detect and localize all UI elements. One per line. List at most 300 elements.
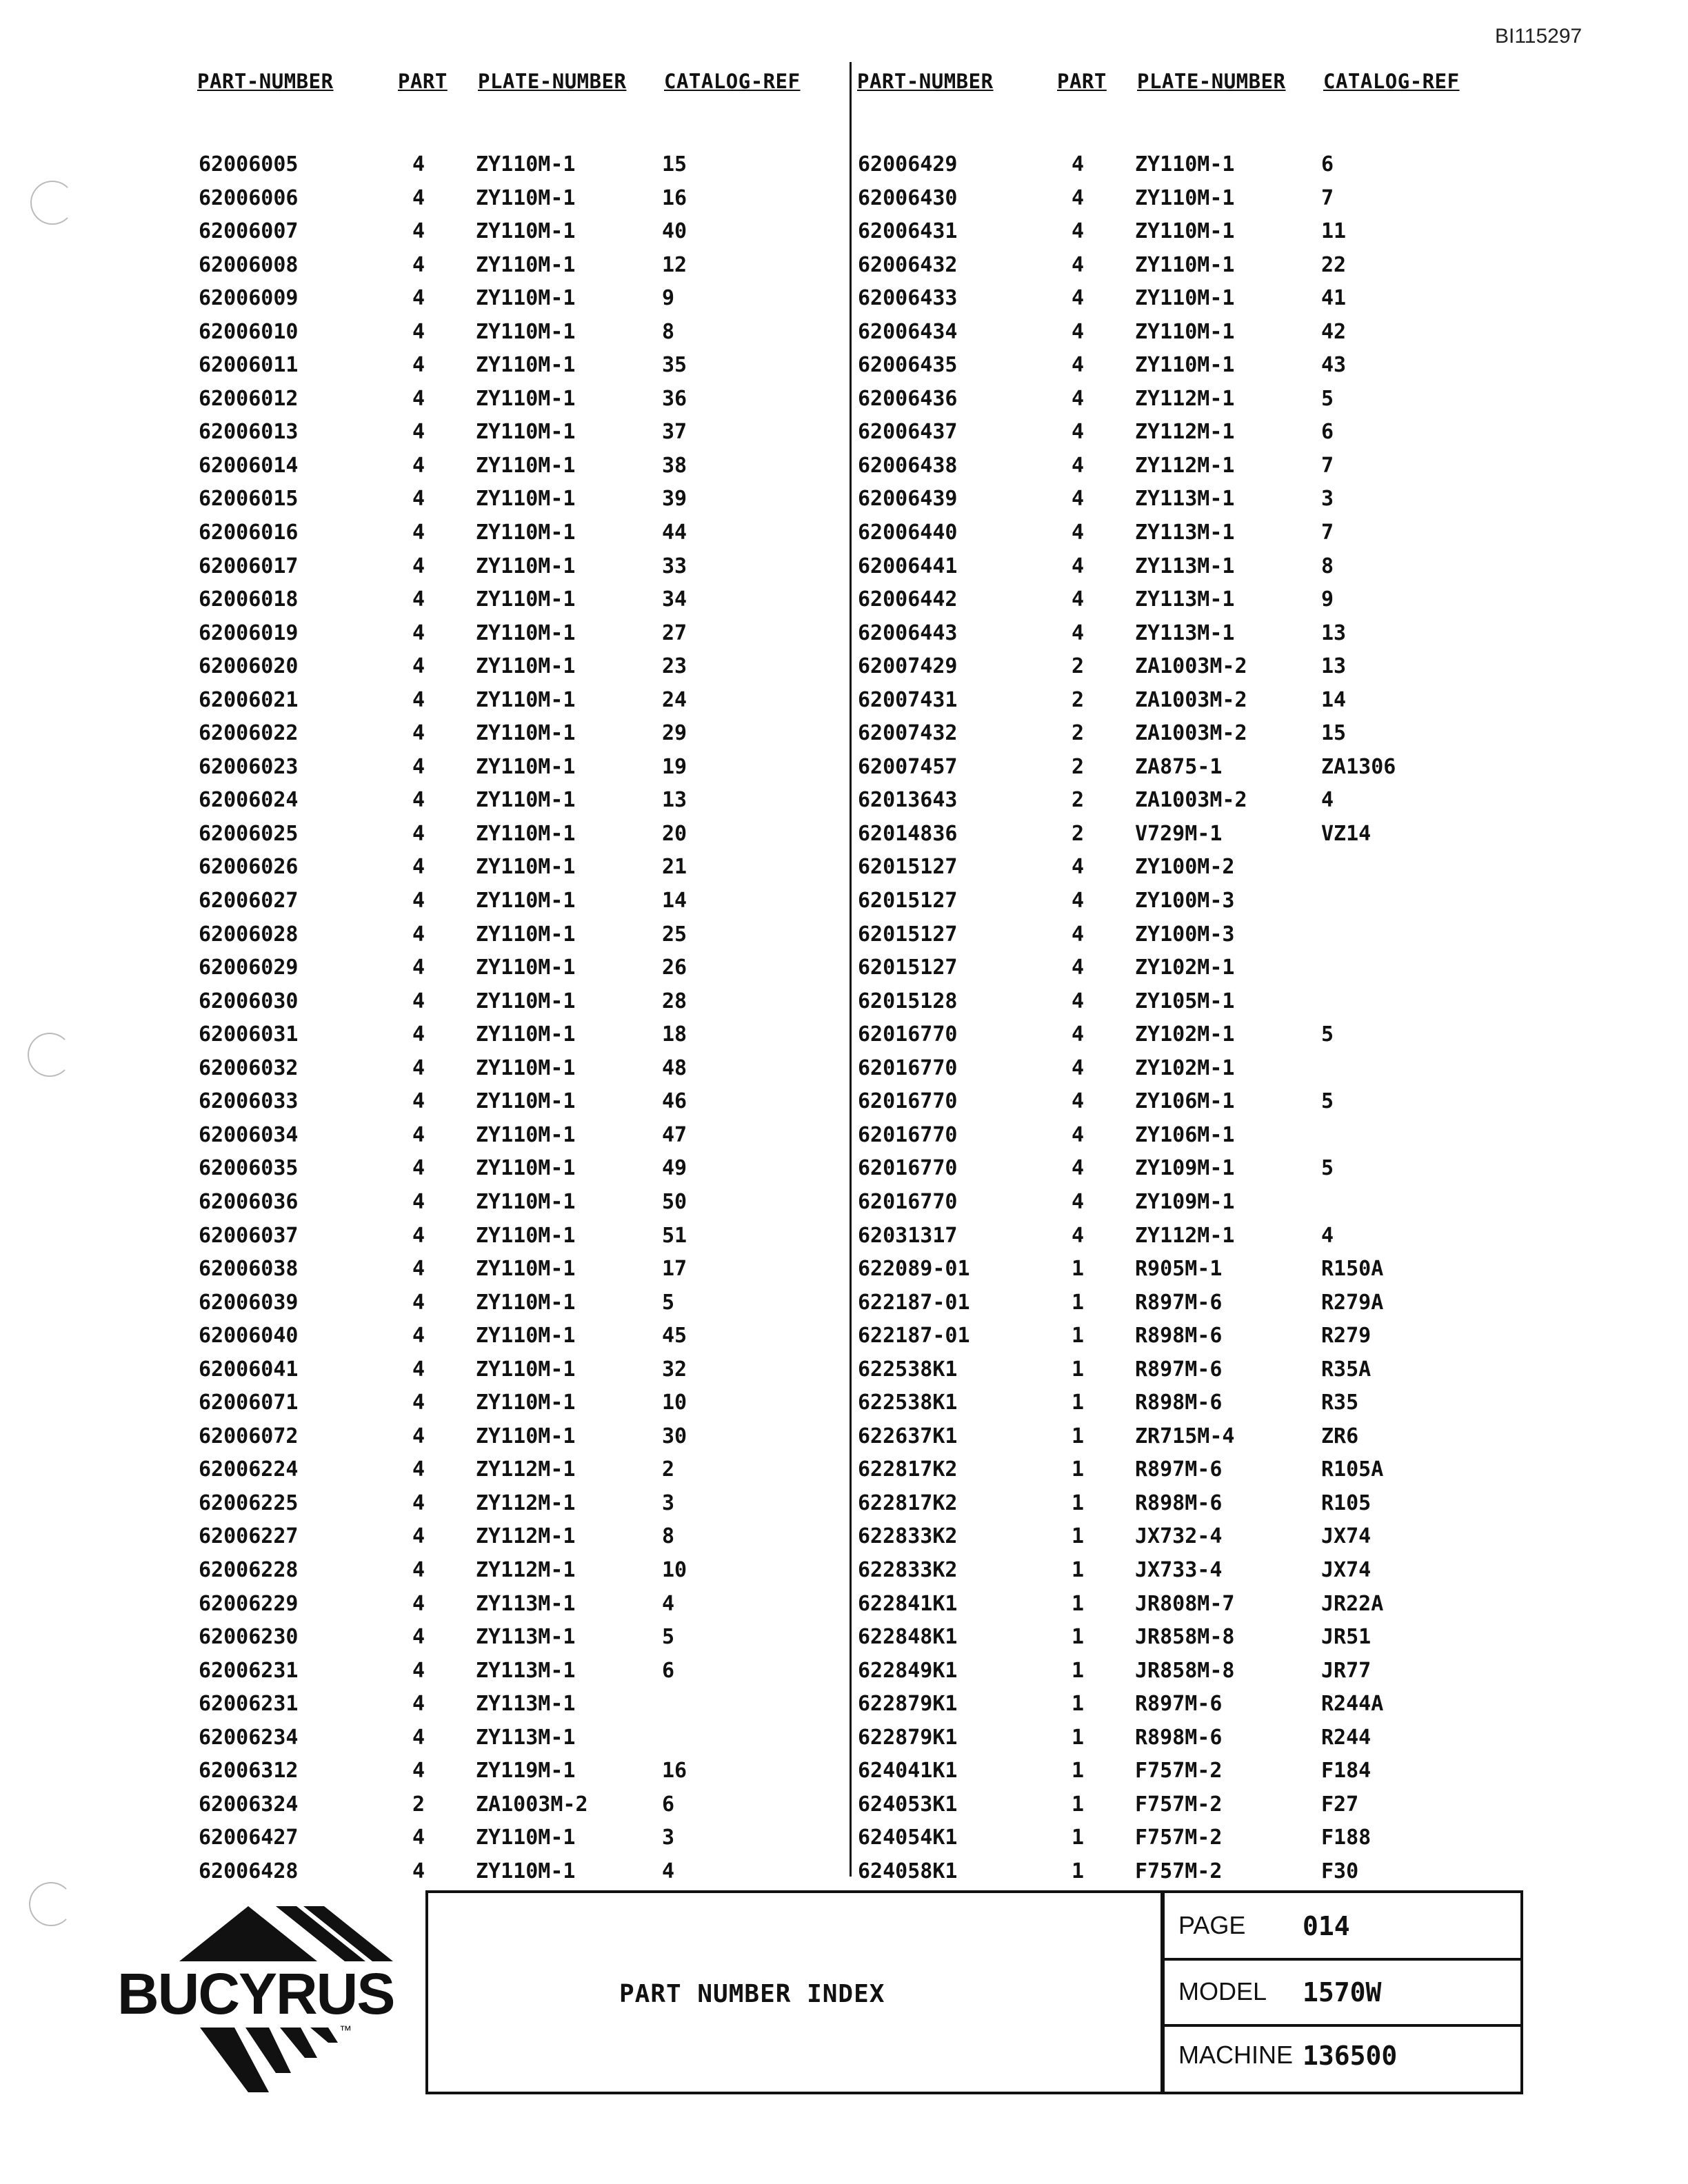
plate-number-cell: ZY110M-1 [476,922,576,947]
plate-number-cell: ZY112M-1 [1135,453,1235,478]
catalog-ref-cell: 7 [1321,520,1334,545]
part-cell: 4 [412,922,425,947]
part-number-cell: 62006026 [199,855,299,880]
plate-number-cell: JX732-4 [1135,1524,1223,1549]
catalog-ref-cell: 42 [1321,319,1347,344]
part-number-cell: 622089-01 [858,1257,970,1282]
catalog-ref-cell: JR77 [1321,1658,1372,1683]
part-cell: 4 [1072,989,1085,1013]
catalog-ref-cell: 25 [662,922,687,947]
catalog-ref-cell: F184 [1321,1759,1372,1783]
part-number-cell: 62006438 [858,453,958,478]
scan-mark [30,181,74,225]
page-row [1165,1893,1520,1959]
plate-number-cell: ZY109M-1 [1135,1156,1235,1181]
part-cell: 4 [412,1357,425,1382]
part-cell: 4 [1072,620,1085,645]
catalog-ref-cell: 4 [1321,1223,1334,1248]
part-cell: 1 [1072,1524,1085,1549]
catalog-ref-cell: R35A [1321,1357,1372,1382]
header-part-number: PART-NUMBER [197,70,334,93]
part-number-cell: 62006030 [199,989,299,1013]
part-number-cell: 62007432 [858,721,958,746]
plate-number-cell: R898M-6 [1135,1725,1223,1750]
plate-number-cell: ZY110M-1 [476,1424,576,1448]
plate-number-cell: ZY110M-1 [1135,353,1235,378]
plate-number-cell: ZY100M-3 [1135,922,1235,947]
plate-number-cell: F757M-2 [1135,1826,1223,1850]
part-cell: 4 [412,1022,425,1047]
plate-number-cell: R898M-6 [1135,1490,1223,1515]
plate-number-cell: JR858M-8 [1135,1658,1235,1683]
machine-value: 136500 [1303,2041,1398,2071]
part-cell: 1 [1072,1692,1085,1717]
part-cell: 1 [1072,1826,1085,1850]
part-cell: 4 [412,1658,425,1683]
part-number-cell: 62013643 [858,788,958,813]
model-label: MODEL [1178,1977,1267,2005]
catalog-ref-cell: 40 [662,219,687,244]
part-number-cell: 62006231 [199,1692,299,1717]
part-number-cell: 62006017 [199,554,299,578]
plate-number-cell: ZY110M-1 [476,788,576,813]
part-cell: 4 [412,1122,425,1147]
part-cell: 4 [412,1189,425,1214]
plate-number-cell: ZY102M-1 [1135,956,1235,980]
part-cell: 4 [412,1089,425,1114]
part-cell: 4 [412,487,425,512]
part-number-cell: 622637K1 [858,1424,958,1448]
part-number-cell: 62006430 [858,185,958,210]
part-number-cell: 62006230 [199,1625,299,1650]
plate-number-cell: ZY119M-1 [476,1759,576,1783]
plate-number-cell: ZY112M-1 [1135,420,1235,445]
plate-number-cell: ZY110M-1 [1135,152,1235,176]
plate-number-cell: JX733-4 [1135,1557,1223,1582]
plate-number-cell: ZY113M-1 [476,1591,576,1616]
plate-number-cell: ZY110M-1 [476,554,576,578]
part-number-cell: 62006229 [199,1591,299,1616]
part-number-cell: 62006005 [199,152,299,176]
catalog-ref-cell: 10 [662,1557,687,1582]
catalog-ref-cell: F188 [1321,1826,1372,1850]
part-number-cell: 62015127 [858,956,958,980]
part-number-cell: 62006324 [199,1792,299,1817]
part-number-cell: 62006015 [199,487,299,512]
plate-number-cell: ZY112M-1 [476,1457,576,1482]
catalog-ref-cell: 13 [1321,620,1347,645]
part-cell: 4 [412,286,425,311]
plate-number-cell: F757M-2 [1135,1859,1223,1883]
catalog-ref-cell: 6 [662,1658,675,1683]
plate-number-cell: ZY110M-1 [1135,219,1235,244]
plate-number-cell: ZA1003M-2 [1135,721,1247,746]
catalog-ref-cell: 18 [662,1022,687,1047]
part-cell: 1 [1072,1725,1085,1750]
plate-number-cell: ZY110M-1 [476,453,576,478]
plate-number-cell: ZY112M-1 [1135,1223,1235,1248]
part-number-cell: 62006427 [199,1826,299,1850]
plate-number-cell: ZY110M-1 [476,219,576,244]
part-number-cell: 62006440 [858,520,958,545]
part-number-cell: 62016770 [858,1055,958,1080]
part-cell: 4 [412,152,425,176]
part-cell: 4 [1072,855,1085,880]
part-cell: 4 [412,353,425,378]
part-number-cell: 62007457 [858,754,958,779]
catalog-ref-cell: 4 [662,1859,675,1883]
plate-number-cell: ZY110M-1 [476,620,576,645]
plate-number-cell: ZY110M-1 [476,353,576,378]
catalog-ref-cell: 5 [1321,1156,1334,1181]
plate-number-cell: ZA875-1 [1135,754,1223,779]
part-number-cell: 622879K1 [858,1725,958,1750]
catalog-ref-cell: 32 [662,1357,687,1382]
catalog-ref-cell: 7 [1321,185,1334,210]
part-number-cell: 62006023 [199,754,299,779]
plate-number-cell: ZY113M-1 [1135,587,1235,612]
part-cell: 4 [412,1490,425,1515]
plate-number-cell: ZY109M-1 [1135,1189,1235,1214]
part-number-cell: 62006013 [199,420,299,445]
plate-number-cell: ZA1003M-2 [476,1792,588,1817]
plate-number-cell: ZY110M-1 [476,286,576,311]
part-number-cell: 62006027 [199,889,299,913]
plate-number-cell: ZY110M-1 [476,1391,576,1415]
plate-number-cell: ZY110M-1 [476,520,576,545]
header-part-number: PART-NUMBER [857,70,994,93]
part-number-cell: 62006443 [858,620,958,645]
part-number-cell: 62006442 [858,587,958,612]
part-number-cell: 622817K2 [858,1490,958,1515]
part-number-cell: 62006432 [858,252,958,277]
part-number-cell: 62014836 [858,821,958,846]
catalog-ref-cell: 3 [662,1490,675,1515]
plate-number-cell: ZY110M-1 [476,1089,576,1114]
catalog-ref-cell: 8 [662,319,675,344]
part-cell: 4 [412,554,425,578]
catalog-ref-cell: 9 [662,286,675,311]
plate-number-cell: F757M-2 [1135,1759,1223,1783]
catalog-ref-cell: 10 [662,1391,687,1415]
part-number-cell: 622833K2 [858,1557,958,1582]
catalog-ref-cell: 23 [662,654,687,679]
part-number-cell: 62006228 [199,1557,299,1582]
part-number-cell: 62006435 [858,353,958,378]
catalog-ref-cell: 45 [662,1324,687,1348]
header-part: PART [1057,70,1107,93]
part-number-cell: 62006428 [199,1859,299,1883]
plate-number-cell: R897M-6 [1135,1692,1223,1717]
part-number-cell: 62006031 [199,1022,299,1047]
part-number-cell: 62007431 [858,687,958,712]
catalog-ref-cell: 15 [1321,721,1347,746]
plate-number-cell: R897M-6 [1135,1457,1223,1482]
part-cell: 4 [1072,487,1085,512]
page-label: PAGE [1178,1911,1246,1939]
plate-number-cell: V729M-1 [1135,821,1223,846]
catalog-ref-cell: 41 [1321,286,1347,311]
plate-number-cell: ZY110M-1 [476,152,576,176]
plate-number-cell: R905M-1 [1135,1257,1223,1282]
catalog-ref-cell: VZ14 [1321,821,1372,846]
plate-number-cell: ZY110M-1 [476,821,576,846]
plate-number-cell: ZA1003M-2 [1135,788,1247,813]
part-cell: 4 [412,319,425,344]
catalog-ref-cell: JR51 [1321,1625,1372,1650]
info-block [1162,1890,1523,2094]
part-number-cell: 62006037 [199,1223,299,1248]
plate-number-cell: ZY113M-1 [476,1625,576,1650]
part-number-cell: 62006225 [199,1490,299,1515]
plate-number-cell: ZY113M-1 [476,1725,576,1750]
part-cell: 4 [1072,386,1085,411]
part-cell: 4 [1072,453,1085,478]
part-cell: 4 [1072,956,1085,980]
part-cell: 4 [1072,1189,1085,1214]
part-number-cell: 62015127 [858,855,958,880]
part-number-cell: 62006312 [199,1759,299,1783]
catalog-ref-cell: 43 [1321,353,1347,378]
plate-number-cell: ZY110M-1 [476,252,576,277]
catalog-ref-cell: 28 [662,989,687,1013]
part-cell: 4 [412,252,425,277]
part-cell: 4 [412,1759,425,1783]
plate-number-cell: ZY112M-1 [476,1557,576,1582]
part-number-cell: 622879K1 [858,1692,958,1717]
catalog-ref-cell: 7 [1321,453,1334,478]
catalog-ref-cell: 6 [662,1792,675,1817]
catalog-ref-cell: 21 [662,855,687,880]
header-part: PART [398,70,448,93]
part-number-cell: 622841K1 [858,1591,958,1616]
catalog-ref-cell: 33 [662,554,687,578]
plate-number-cell: ZY110M-1 [476,754,576,779]
part-number-cell: 62006029 [199,956,299,980]
part-cell: 4 [412,1625,425,1650]
plate-number-cell: ZY110M-1 [476,1324,576,1348]
catalog-ref-cell: 6 [1321,152,1334,176]
catalog-ref-cell: 8 [1321,554,1334,578]
plate-number-cell: ZY110M-1 [476,855,576,880]
plate-number-cell: ZY105M-1 [1135,989,1235,1013]
plate-number-cell: ZY110M-1 [476,1223,576,1248]
part-cell: 2 [412,1792,425,1817]
catalog-ref-cell: 5 [1321,1089,1334,1114]
part-cell: 1 [1072,1557,1085,1582]
part-cell: 1 [1072,1658,1085,1683]
part-number-cell: 62006431 [858,219,958,244]
plate-number-cell: ZY110M-1 [476,889,576,913]
plate-number-cell: ZY110M-1 [1135,252,1235,277]
part-cell: 1 [1072,1625,1085,1650]
plate-number-cell: F757M-2 [1135,1792,1223,1817]
part-cell: 4 [412,1055,425,1080]
part-cell: 1 [1072,1859,1085,1883]
part-cell: 4 [412,1692,425,1717]
plate-number-cell: ZY110M-1 [476,1156,576,1181]
catalog-ref-cell: 34 [662,587,687,612]
part-number-cell: 622817K2 [858,1457,958,1482]
part-number-cell: 62006436 [858,386,958,411]
part-number-cell: 622848K1 [858,1625,958,1650]
part-cell: 4 [412,1223,425,1248]
catalog-ref-cell: 30 [662,1424,687,1448]
part-number-cell: 62016770 [858,1022,958,1047]
catalog-ref-cell: 5 [1321,1022,1334,1047]
catalog-ref-cell: 38 [662,453,687,478]
part-number-cell: 62006006 [199,185,299,210]
part-number-cell: 62006020 [199,654,299,679]
part-cell: 4 [412,1257,425,1282]
plate-number-cell: ZY110M-1 [476,1257,576,1282]
part-number-cell: 62006018 [199,587,299,612]
plate-number-cell: ZY100M-3 [1135,889,1235,913]
part-cell: 4 [412,1859,425,1883]
part-number-cell: 62006040 [199,1324,299,1348]
part-cell: 4 [1072,1223,1085,1248]
part-cell: 4 [412,219,425,244]
plate-number-cell: ZY110M-1 [476,654,576,679]
part-cell: 4 [412,1324,425,1348]
catalog-ref-cell: R150A [1321,1257,1384,1282]
part-cell: 4 [1072,420,1085,445]
part-cell: 1 [1072,1490,1085,1515]
part-number-cell: 62006039 [199,1290,299,1315]
part-number-cell: 62006034 [199,1122,299,1147]
header-plate-number: PLATE-NUMBER [1137,70,1286,93]
trademark-symbol: ™ [339,2023,352,2037]
catalog-ref-cell: 48 [662,1055,687,1080]
catalog-ref-cell: R244 [1321,1725,1372,1750]
part-cell: 4 [412,889,425,913]
part-cell: 4 [412,1424,425,1448]
plate-number-cell: ZY110M-1 [476,1859,576,1883]
plate-number-cell: JR858M-8 [1135,1625,1235,1650]
part-cell: 4 [412,754,425,779]
part-number-cell: 62006007 [199,219,299,244]
part-number-cell: 62006008 [199,252,299,277]
catalog-ref-cell: 4 [662,1591,675,1616]
catalog-ref-cell: 5 [1321,386,1334,411]
catalog-ref-cell: R105 [1321,1490,1372,1515]
part-number-cell: 62006441 [858,554,958,578]
plate-number-cell: ZY113M-1 [1135,620,1235,645]
part-number-cell: 62006022 [199,721,299,746]
part-number-cell: 62006429 [858,152,958,176]
part-cell: 1 [1072,1591,1085,1616]
catalog-ref-cell: 37 [662,420,687,445]
plate-number-cell: ZY110M-1 [1135,286,1235,311]
catalog-ref-cell: 49 [662,1156,687,1181]
part-number-cell: 62015128 [858,989,958,1013]
part-cell: 4 [412,420,425,445]
part-number-cell: 62006224 [199,1457,299,1482]
plate-number-cell: ZY102M-1 [1135,1022,1235,1047]
part-cell: 1 [1072,1257,1085,1282]
part-number-cell: 62006024 [199,788,299,813]
plate-number-cell: ZY110M-1 [476,1055,576,1080]
catalog-ref-cell: 12 [662,252,687,277]
plate-number-cell: ZY112M-1 [476,1490,576,1515]
part-cell: 4 [412,1524,425,1549]
part-number-cell: 62006025 [199,821,299,846]
part-number-cell: 62006072 [199,1424,299,1448]
plate-number-cell: ZY113M-1 [476,1692,576,1717]
catalog-ref-cell: 22 [1321,252,1347,277]
plate-number-cell: R898M-6 [1135,1324,1223,1348]
part-number-cell: 62006437 [858,420,958,445]
part-cell: 4 [412,1391,425,1415]
part-number-cell: 622538K1 [858,1391,958,1415]
part-number-cell: 624054K1 [858,1826,958,1850]
part-cell: 4 [412,1557,425,1582]
catalog-ref-cell: 15 [662,152,687,176]
plate-number-cell: ZY113M-1 [1135,520,1235,545]
part-number-cell: 62031317 [858,1223,958,1248]
part-number-cell: 62006439 [858,487,958,512]
logo-wordmark: BUCYRUS [117,1961,394,2026]
catalog-ref-cell: R105A [1321,1457,1384,1482]
plate-number-cell: ZY110M-1 [476,487,576,512]
plate-number-cell: ZR715M-4 [1135,1424,1235,1448]
catalog-ref-cell: 16 [662,185,687,210]
catalog-ref-cell: 14 [1321,687,1347,712]
part-cell: 1 [1072,1290,1085,1315]
catalog-ref-cell: 44 [662,520,687,545]
part-cell: 4 [1072,922,1085,947]
plate-number-cell: ZY110M-1 [476,956,576,980]
part-cell: 2 [1072,821,1085,846]
plate-number-cell: ZA1003M-2 [1135,654,1247,679]
part-number-cell: 62006227 [199,1524,299,1549]
catalog-ref-cell: F30 [1321,1859,1359,1883]
catalog-ref-cell: 3 [662,1826,675,1850]
catalog-ref-cell: 6 [1321,420,1334,445]
part-number-cell: 62006016 [199,520,299,545]
plate-number-cell: ZY110M-1 [476,420,576,445]
plate-number-cell: ZY110M-1 [476,989,576,1013]
part-cell: 4 [412,654,425,679]
catalog-ref-cell: 27 [662,620,687,645]
plate-number-cell: ZY110M-1 [476,1357,576,1382]
plate-number-cell: JR808M-7 [1135,1591,1235,1616]
scan-mark [29,1882,73,1926]
catalog-ref-cell: 11 [1321,219,1347,244]
part-cell: 4 [412,386,425,411]
part-cell: 4 [412,956,425,980]
part-cell: 2 [1072,788,1085,813]
catalog-ref-cell: 5 [662,1290,675,1315]
part-cell: 4 [412,520,425,545]
catalog-ref-cell: 3 [1321,487,1334,512]
column-divider [850,62,852,1877]
catalog-ref-cell: 26 [662,956,687,980]
part-number-cell: 624053K1 [858,1792,958,1817]
part-number-cell: 624058K1 [858,1859,958,1883]
catalog-ref-cell: R35 [1321,1391,1359,1415]
plate-number-cell: ZY110M-1 [476,185,576,210]
page-title: PART NUMBER INDEX [619,1980,885,2008]
part-cell: 4 [1072,554,1085,578]
part-cell: 4 [1072,319,1085,344]
catalog-ref-cell: 17 [662,1257,687,1282]
catalog-ref-cell: 5 [662,1625,675,1650]
machine-label: MACHINE [1178,2041,1294,2069]
part-number-cell: 62007429 [858,654,958,679]
part-cell: 2 [1072,687,1085,712]
part-cell: 1 [1072,1391,1085,1415]
